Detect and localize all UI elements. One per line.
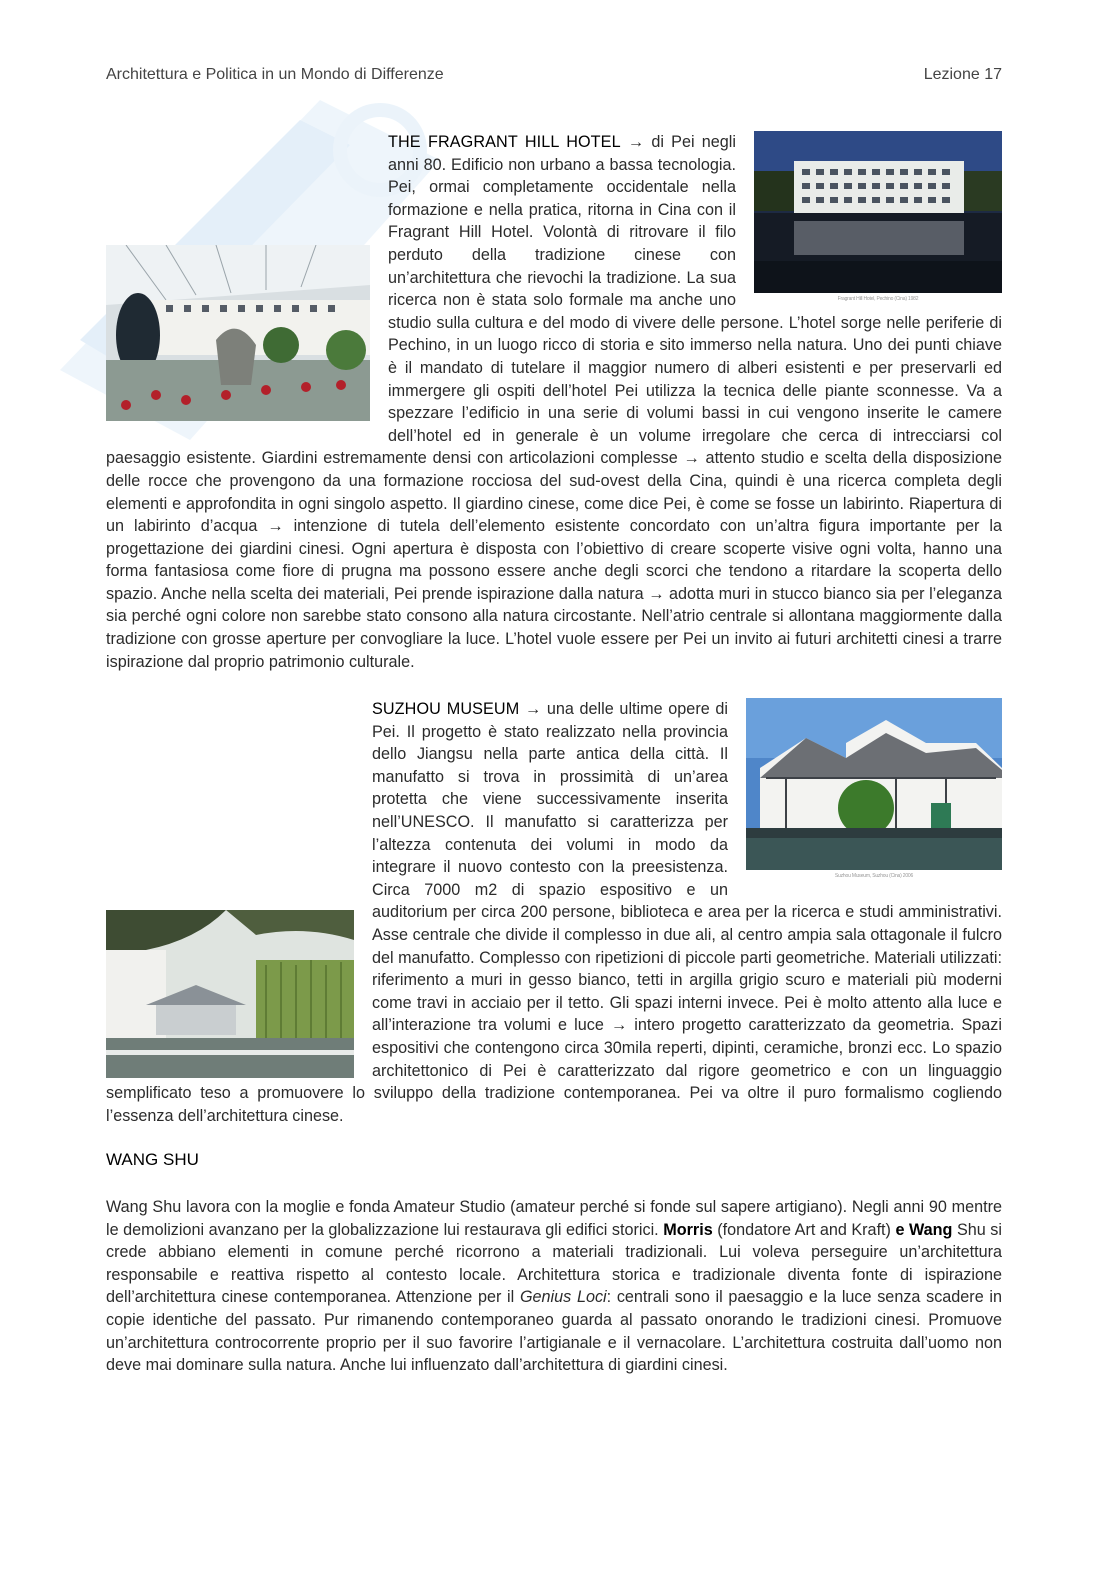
fragrant-hill-arrow: → [627,133,645,151]
fragrant-hill-caption: Fragrant Hill Hotel, Pechino (Cina) 1982 [837,296,919,302]
hotel-atrium-image [106,245,370,421]
wang-shu-paragraph [106,1196,1002,1377]
wang-e-wang: e Wang [895,1220,953,1239]
suzhou-section [106,698,1002,1127]
header-title: Architettura e Politica in un Mondo di Differenze [106,66,444,83]
hotel-exterior-image [754,131,1002,293]
suzhou-caption: Suzhou Museum, Suzhou (Cina) 2006 [834,873,914,879]
museum-exterior-image [746,698,1002,870]
museum-pavilion-image [106,910,354,1078]
suzhou-exterior-photo [746,698,1002,882]
wang-text-3: Shu si crede abbiano elementi in comune perché ricorrono a materiali tradizionali. Lui voleva perseguire un’architettura responsabile e reattiva rispetto al contesto locale. Architettura storica e tradizionale diventa fonte di ispirazione dell’architettura cinese contemporanea. Attenzione per il [106,1220,1002,1307]
wang-shu-heading: WANG SHU [106,1150,199,1169]
wang-shu-section [106,1196,1002,1377]
wang-text-4: : centrali sono il paesaggio e la luce senza scadere in copie identiche del passato. Pur rimanendo contemporaneo guarda al passato onorando le tradizioni cinesi. Promuove un’architettura controcorrente proprio per il suo favorire l’artigianale e il vernacolare. L’architettura costruita dall’uomo non deve mai dominare sulla natura. Anche lui influenzato dall’architettura di giardini cinesi. [106,1288,1003,1375]
fragrant-hill-atrium-photo [106,245,370,421]
wang-genius-loci: Genius Loci [519,1288,607,1307]
suzhou-text: → una delle ultime opere di Pei. Il progetto è stato realizzato nella provincia dello Jiangsu nella parte antica della città. Il manufatto si trova in prossimità di un’area protetta che viene successivamente inserita nell’UNESCO. Il manufatto si caratterizza per l’altezza contenuta dei volumi in modo da integrare il nuovo contesto con la preesistenza. Circa 7000 m2 di spazio espositivo e un auditorium per circa 200 persone, biblioteca e area per la ricerca e studi amministrativi. Asse centrale che divide il complesso in due ali, al centro ampia sala ottagonale il fulcro del manufatto. Complesso con ripetizioni di piccole parti geometriche. Materiali utilizzati: riferimento a muri in gesso bianco, tetti in argilla grigio scuro e materiali più moderni come travi in acciaio per il tetto. Gli spazi interni invece. Pei è molto attento alla luce e all’interazione tra volumi e luce → intero progetto caratterizzato da geometria. Spazi espositivi che contengono circa 30mila reperti, dipinti, ceramiche, bronzi ecc. Lo spazio architettonico di Pei è caratterizzato dal rigore geometrico e con un linguaggio semplificato teso a promuovere lo sviluppo della tradizione contemporanea. Pei va oltre il puro formalismo cogliendo l’essenza dell’architettura cinese. [106,700,1002,1125]
fragrant-hill-section [106,131,1002,673]
fragrant-hill-title: THE FRAGRANT HILL HOTEL [388,133,621,151]
wang-morris: Morris [663,1220,713,1239]
header-lesson: Lezione 17 [923,66,1002,83]
suzhou-pavilion-photo [106,910,354,1078]
wang-text-2: (fondatore Art and Kraft) [712,1220,896,1239]
page-header [106,66,1002,88]
fragrant-hill-text: di Pei negli anni 80. Edificio non urbano a bassa tecnologia. Pei, ormai completamente occidentale nella formazione e nella pratica, ritorna in Cina con il Fragrant Hill Hotel. Volontà di ritrovare il filo perduto della tradizione cinese con un’architettura che rievochi la tradizione. La sua ricerca non è stata solo formale ma anche uno studio sulla cultura e del modo di vivere delle persone. L’hotel sorge nelle periferie di Pechino, in un luogo ricco di storia e sito immerso nella natura. Uno dei punti chiave è il mandato di tutelare il maggior numero di alberi esistenti e per preservarli ed immergere gli ospiti dell’hotel Pei utilizza la tecnica delle piante sconnesse. Va a spezzare l’edificio in una serie di volumi bassi in cui vengono inserite le camere dell’hotel ed in generale è un volume irregolare che cerca di intrecciarsi col paesaggio esistente. Giardini estremamente densi con articolazioni complesse → attento studio e scelta della disposizione delle rocce che provengono da una formazione rocciosa del sud-ovest della Cina, quindi è una ricerca completa degli elementi e approfondita in ogni singolo aspetto. Il giardino cinese, come dice Pei, è come se fosse un labirinto. Riapertura di un labirinto d’acqua → intenzione di tutela dell’elemento esistente concordato con un’altra figura importante per la progettazione dei giardini cinesi. Ogni apertura è disposta con l’obiettivo di creare scoperte visive ogni volta, hanno una forma fantasiosa come fiore di prugna ma possono essere anche degli scorci che tendono a ritardare la scoperta dello spazio. Anche nella scelta dei materiali, Pei prende ispirazione dalla natura → adotta muri in stucco bianco sia per l’eleganza sia perché ogni colore non sarebbe stato consono alla natura circostante. Nell’atrio centrale si allontana maggiormente dalla tradizione con grosse aperture per convogliare la luce. L’hotel vuole essere per Pei un invito ai futuri architetti cinesi a trarre ispirazione dal proprio patrimonio culturale. [106,133,1002,671]
fragrant-hill-exterior-photo [754,131,1002,305]
suzhou-title: SUZHOU MUSEUM [372,700,520,718]
wang-text-1: Wang Shu lavora con la moglie e fonda Amateur Studio (amateur perché si fonde sul sapere artigiano). Negli anni 90 mentre le demolizioni avanzano per la globalizzazione lui restaurava gli edifici storici. [106,1198,1002,1239]
